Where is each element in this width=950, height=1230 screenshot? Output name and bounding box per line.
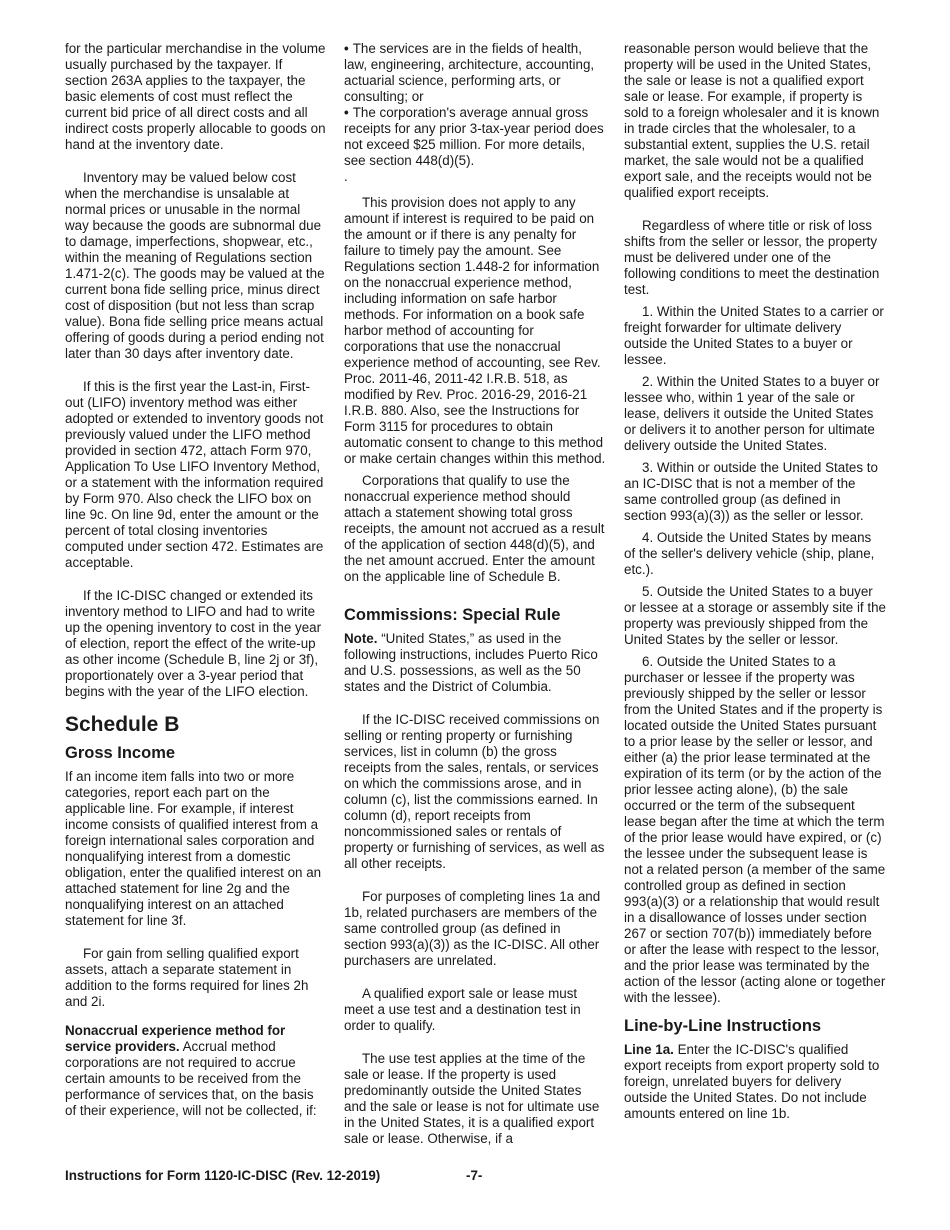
line-1a-text: Enter the IC-DISC's qualified export receipts from export property sold to foreign, unrelated buyers for delivery outside the United States. Do not include amounts entered on line 1b. (624, 1042, 880, 1121)
paragraph-use-test: The use test applies at the time of the sale or lease. If the property is used predominantly outside the United States and the sale or lease is not for ultimate use in the United States, it is a qualified export sale or lease. Otherwise, if a (344, 1051, 600, 1146)
bullet-service-fields (344, 41, 606, 105)
condition-6: 6. Outside the United States to a purchaser or lessee if the property was previously shipped by the seller or lessor from the United States and if the property is located outside the United States pursuant to a prior lease by the seller or lessor, and either (a) the prior lease terminated at the expiration of its term (or by the action of the prior lessee acting alone), (b) the sale occurred or the term of the subsequent lease began after the time at which the term of the prior lease would have expired, or (c) the lessee under the subsequent lease is not a related person (a member of the same controlled group as defined in section 993(a)(3) or a relationship that would result in a disallowance of losses under section 267 or section 707(b)) immediately before or after the lease with respect to the lessor, and the prior lease was terminated by the action of the lessor (acting alone or together with the lessee). (624, 654, 886, 1005)
column-right (624, 41, 886, 1135)
bullet-gross-receipts-text: The corporation's average annual gross receipts for any prior 3-tax-year period does not exceed $25 million. For more details, see section 448(d)(5). (344, 105, 604, 168)
line-1a-label: Line 1a. (624, 1042, 674, 1057)
paragraph-destination-test: Regardless of where title or risk of loss shifts from the seller or lessor, the property must be delivered under one of the following conditions to meet the destination test. (624, 218, 880, 297)
paragraph-income-categories: If an income item falls into two or more categories, report each part on the applicable line. For example, if interest income consists of qualified interest from a foreign international sales corporation and nonqualifying interest from a domestic obligation, enter the qualified interest on an attached statement for line 2g and the nonqualifying interest on an attached statement for line 3f. (65, 769, 322, 928)
schedule-b-heading: Schedule B (65, 713, 180, 736)
condition-4: 4. Outside the United States by means of the seller's delivery vehicle (ship, plane, etc.). (624, 530, 875, 577)
paragraph-qualified-export-sale: A qualified export sale or lease must meet a use test and a destination test in order to qualify. (344, 986, 581, 1033)
paragraph-lifo-first-year: If this is the first year the Last-in, First-out (LIFO) inventory method was either adopted or extended to inventory goods not previously valued under the LIFO method provided in section 472, attach Form 970, Application To Use LIFO Inventory Method, or a statement with the information required by Form 970. Also check the LIFO box on line 9c. On line 9d, enter the amount or the percent of total closing inventories computed under section 472. Estimates are acceptable. (65, 379, 324, 570)
paragraph-inventory-below-cost: Inventory may be valued below cost when the merchandise is unsalable at normal prices or unusable in the normal way because the goods are subnormal due to damage, imperfections, shopwear, etc., within the meaning of Regulations section 1.471-2(c). The goods may be valued at the current bona fide selling price, minus direct cost of disposition (but not less than scrap value). Bona fide selling price means actual offering of goods during a period ending not later than 30 days after inventory date. (65, 170, 325, 361)
nonaccrual-method-label: Nonaccrual experience method for service providers. (65, 1023, 286, 1054)
paragraph-line-1a (624, 1042, 886, 1122)
paragraph-merchandise-cost: for the particular merchandise in the volume usually purchased by the taxpayer. If section 263A applies to the taxpayer, the basic elements of cost must reflect the current bid price of all direct costs and all indirect costs properly allocable to goods on hand at the inventory date. (65, 41, 326, 152)
paragraph-provision-not-apply: This provision does not apply to any amount if interest is required to be paid on the amount or if there is any penalty for failure to timely pay the amount. See Regulations section 1.448-2 for information on the nonaccrual experience method, including information on safe harbor methods. For information on a book safe harbor method of accounting for corporations that use the nonaccrual experience method of accounting, see Rev. Proc. 2011-46, 2011-42 I.R.B. 518, as modified by Rev. Proc. 2016-29, 2016-21 I.R.B. 880. Also, see the Instructions for Form 3115 for procedures to obtain automatic consent to change to this method or make certain changes within this method. (344, 195, 606, 466)
gross-income-heading: Gross Income (65, 744, 176, 762)
note-label: Note. (344, 631, 378, 646)
line-by-line-heading: Line-by-Line Instructions (624, 1017, 822, 1035)
condition-2: 2. Within the United States to a buyer or lessee who, within 1 year of the sale or lease, delivers it outside the United States or delivers it to another person for ultimate delivery outside the United States. (624, 374, 880, 453)
bullet-icon: • (344, 41, 349, 56)
paragraph-commissions-columns: If the IC-DISC received commissions on selling or renting property or furnishing services, list in column (b) the gross receipts from the sales, rentals, or services on which the commissions arose, and in column (c), list the commissions earned. In column (d), report receipts from noncommissioned sales or rentals of property or furnishing of services, as well as all other receipts. (344, 712, 605, 871)
note-text: “United States,” as used in the following instructions, includes Puerto Rico and U.S. possessions, as well as the 50 states and the District of Columbia. (344, 631, 598, 694)
paragraph-attach-statement: Corporations that qualify to use the nonaccrual experience method should attach a statement showing total gross receipts, the amount not accrued as a result of the application of section 448(d)(5), and the net amount accrued. Enter the amount on the applicable line of Schedule B. (344, 473, 605, 584)
bullet-gross-receipts (344, 105, 606, 169)
condition-1: 1. Within the United States to a carrier or freight forwarder for ultimate delivery outside the United States to a buyer or lessee. (624, 304, 884, 367)
nonaccrual-method-text: Accrual method corporations are not required to accrue certain amounts to be received from the performance of services that, on the basis of their experience, will not be collected, if: (65, 1039, 317, 1118)
paragraph-nonaccrual-method (65, 1023, 327, 1119)
commissions-heading: Commissions: Special Rule (344, 606, 561, 624)
bullet-service-fields-text: The services are in the fields of health, law, engineering, architecture, accounting, actuarial science, performing arts, or consulting; or (344, 41, 595, 104)
condition-3: 3. Within or outside the United States to an IC-DISC that is not a member of the same controlled group (as defined in section 993(a)(3)) as the seller or lessor. (624, 460, 878, 523)
paragraph-related-purchasers: For purposes of completing lines 1a and 1b, related purchasers are members of the same controlled group (as defined in section 993(a)(3)) as the IC-DISC. All other purchasers are unrelated. (344, 889, 601, 968)
column-left (65, 41, 327, 1132)
column-middle (344, 41, 606, 1160)
stray-period: . (344, 169, 348, 184)
footer-page-number: -7- (466, 1168, 483, 1183)
paragraph-reasonable-person: reasonable person would believe that the property will be used in the United States, the sale or lease is not a qualified export sale or lease. For example, if property is sold to a foreign wholesaler and it is known in trade circles that the wholesaler, to a substantial extent, supplies the U.S. retail market, the sale would not be a qualified export sale, and the receipts would not be qualified export receipts. (624, 41, 880, 200)
footer-form-title: Instructions for Form 1120-IC-DISC (Rev. 12-2019) (65, 1168, 381, 1183)
paragraph-note-united-states (344, 631, 606, 695)
paragraph-gain-export-assets: For gain from selling qualified export assets, attach a separate statement in addition to the forms required for lines 2h and 2i. (65, 946, 309, 1009)
bullet-icon: • (344, 105, 349, 120)
condition-5: 5. Outside the United States to a buyer or lessee at a storage or assembly site if the property was previously shipped from the United States by the seller or lessor. (624, 584, 886, 647)
paragraph-lifo-write-up: If the IC-DISC changed or extended its inventory method to LIFO and had to write up the opening inventory to cost in the year of election, report the effect of the write-up as other income (Schedule B, line 2j or 3f), proportionately over a 3-year period that begins with the year of the LIFO election. (65, 588, 322, 699)
